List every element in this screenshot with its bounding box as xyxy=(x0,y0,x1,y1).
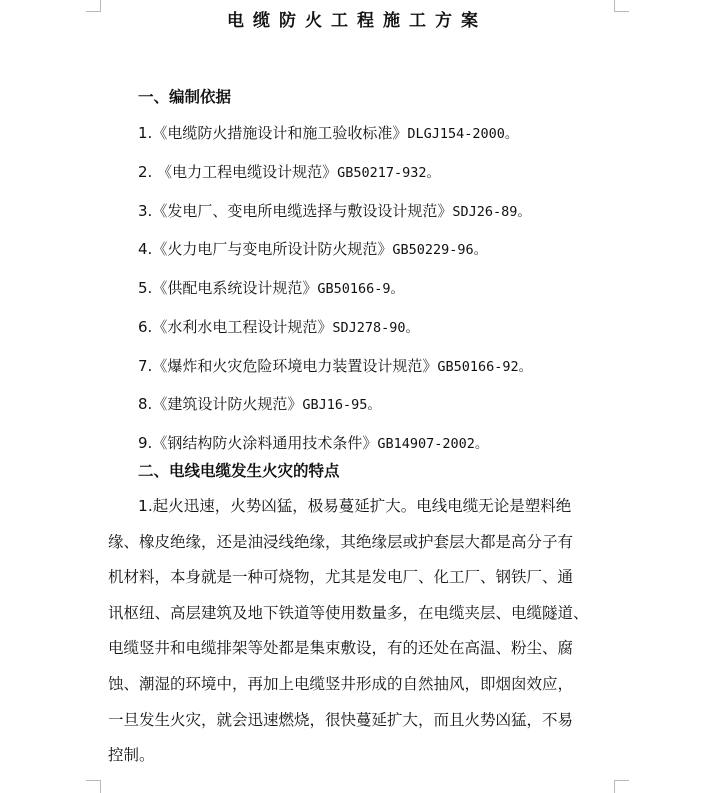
paragraph-line: 机材料，本身就是一种可烧物，尤其是发电厂、化工厂、钢铁厂、通 xyxy=(108,568,574,587)
page-corner-mark-bottom-left xyxy=(86,780,101,793)
reference-title: 《水利水电工程设计规范》 xyxy=(152,317,333,336)
section-heading-fire-characteristics: 二、电线电缆发生火灾的特点 xyxy=(138,462,340,480)
reference-code: SDJ26-89。 xyxy=(452,203,531,220)
reference-title: 《钢结构防火涂料通用技术条件》 xyxy=(152,434,378,452)
paragraph-line: 一旦发生火灾，就会迅速燃烧，很快蔓延扩大，而且火势凶猛，不易 xyxy=(108,710,574,729)
reference-code: GB50229-96。 xyxy=(392,242,488,259)
reference-item xyxy=(138,315,532,354)
reference-title: 《爆炸和火灾危险环境电力装置设计规范》 xyxy=(152,356,438,375)
reference-number: 2. xyxy=(138,162,153,181)
reference-item xyxy=(138,199,532,238)
reference-code: GB50166-9。 xyxy=(317,281,404,297)
reference-code: DLGJ154-2000。 xyxy=(407,126,519,142)
reference-number: 5. xyxy=(138,279,153,297)
reference-code: GB14907-2002。 xyxy=(377,436,489,452)
reference-item xyxy=(138,121,532,160)
reference-item xyxy=(138,160,532,199)
reference-list xyxy=(138,121,532,470)
reference-item xyxy=(138,276,532,315)
reference-title: 《发电厂、变电所电缆选择与敷设设计规范》 xyxy=(152,201,453,220)
reference-code: GB50217-932。 xyxy=(337,164,440,181)
reference-number: 6. xyxy=(138,317,153,336)
reference-code: GBJ16-95。 xyxy=(302,397,381,414)
paragraph-line: 蚀、潮湿的环境中，再加上电缆竖井形成的自然抽风，即烟囱效应， xyxy=(108,674,574,693)
reference-item xyxy=(138,392,532,431)
page-corner-mark-bottom-right xyxy=(614,780,629,793)
document-title: 电缆防火工程施工方案 xyxy=(227,11,487,31)
reference-code: SDJ278-90。 xyxy=(332,319,419,336)
paragraph-line: 1.起火迅速，火势凶猛，极易蔓延扩大。电线电缆无论是塑料绝 xyxy=(138,497,572,515)
paragraph-line: 电缆竖井和电缆排架等处都是集束敷设，有的还处在高温、粉尘、腐 xyxy=(108,639,574,658)
section-heading-basis: 一、编制依据 xyxy=(138,88,232,106)
reference-title: 《建筑设计防火规范》 xyxy=(152,395,303,414)
reference-title: 《火力电厂与变电所设计防火规范》 xyxy=(152,240,393,259)
reference-item xyxy=(138,237,532,276)
reference-item xyxy=(138,354,532,393)
fire-characteristics-paragraph xyxy=(108,491,618,776)
reference-number: 3. xyxy=(138,201,153,220)
reference-code: GB50166-92。 xyxy=(437,358,533,375)
reference-title: 《电力工程电缆设计规范》 xyxy=(152,162,338,181)
paragraph-line: 控制。 xyxy=(108,746,155,765)
paragraph-line: 缘、橡皮绝缘，还是油浸线绝缘，其绝缘层或护套层大都是高分子有 xyxy=(108,532,574,551)
reference-number: 9. xyxy=(138,434,153,452)
paragraph-line: 讯枢纽、高层建筑及地下铁道等使用数量多，在电缆夹层、电缆隧道、 xyxy=(108,603,589,622)
reference-number: 7. xyxy=(138,356,153,375)
reference-title: 《电缆防火措施设计和施工验收标准》 xyxy=(152,124,408,142)
reference-number: 4. xyxy=(138,240,153,259)
reference-title: 《供配电系统设计规范》 xyxy=(152,279,318,297)
reference-number: 8. xyxy=(138,395,153,414)
reference-number: 1. xyxy=(138,124,153,142)
